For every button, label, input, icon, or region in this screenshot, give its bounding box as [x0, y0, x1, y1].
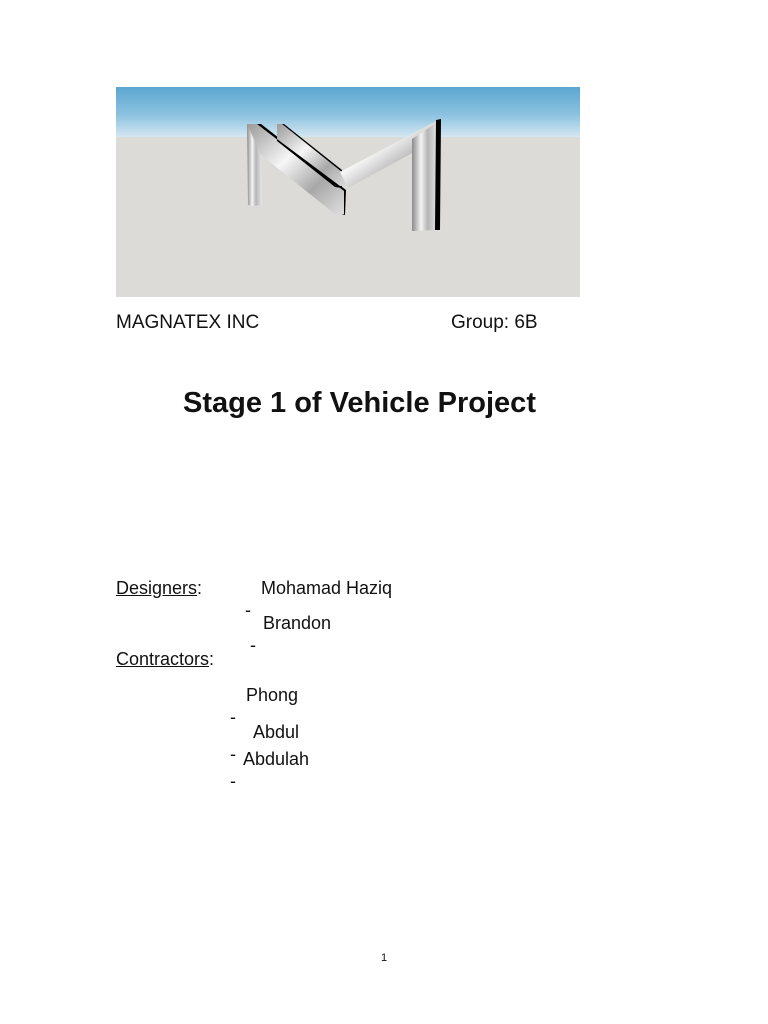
page-number: 1 — [381, 952, 388, 964]
contractors-label-text: Contractors — [116, 649, 210, 669]
bullet-dash: - — [230, 771, 237, 791]
group-label: Group: 6B — [451, 312, 538, 333]
bullet-dash: - — [230, 744, 237, 764]
bullet-dash: - — [245, 600, 252, 620]
magnatex-m-logo-icon — [116, 87, 580, 297]
designer-name-2: Brandon — [263, 613, 332, 633]
designer-name-1: Mohamad Haziq — [261, 578, 393, 598]
designers-label-text: Designers — [116, 578, 198, 598]
contractor-item-3 — [220, 748, 236, 792]
designer-item-2 — [240, 612, 256, 656]
bullet-dash: - — [230, 707, 237, 727]
contractor-name-3: Abdulah — [243, 749, 310, 769]
document-title: Stage 1 of Vehicle Project — [183, 387, 536, 419]
contractor-name-1: Phong — [246, 685, 299, 705]
contractor-name-2: Abdul — [253, 722, 300, 742]
company-logo — [116, 87, 580, 297]
company-name: MAGNATEX INC — [116, 312, 260, 333]
designers-label — [116, 577, 202, 599]
contractors-colon: : — [209, 649, 215, 669]
bullet-dash: - — [250, 635, 257, 655]
contractors-label — [116, 648, 214, 670]
designers-colon: : — [197, 578, 203, 598]
